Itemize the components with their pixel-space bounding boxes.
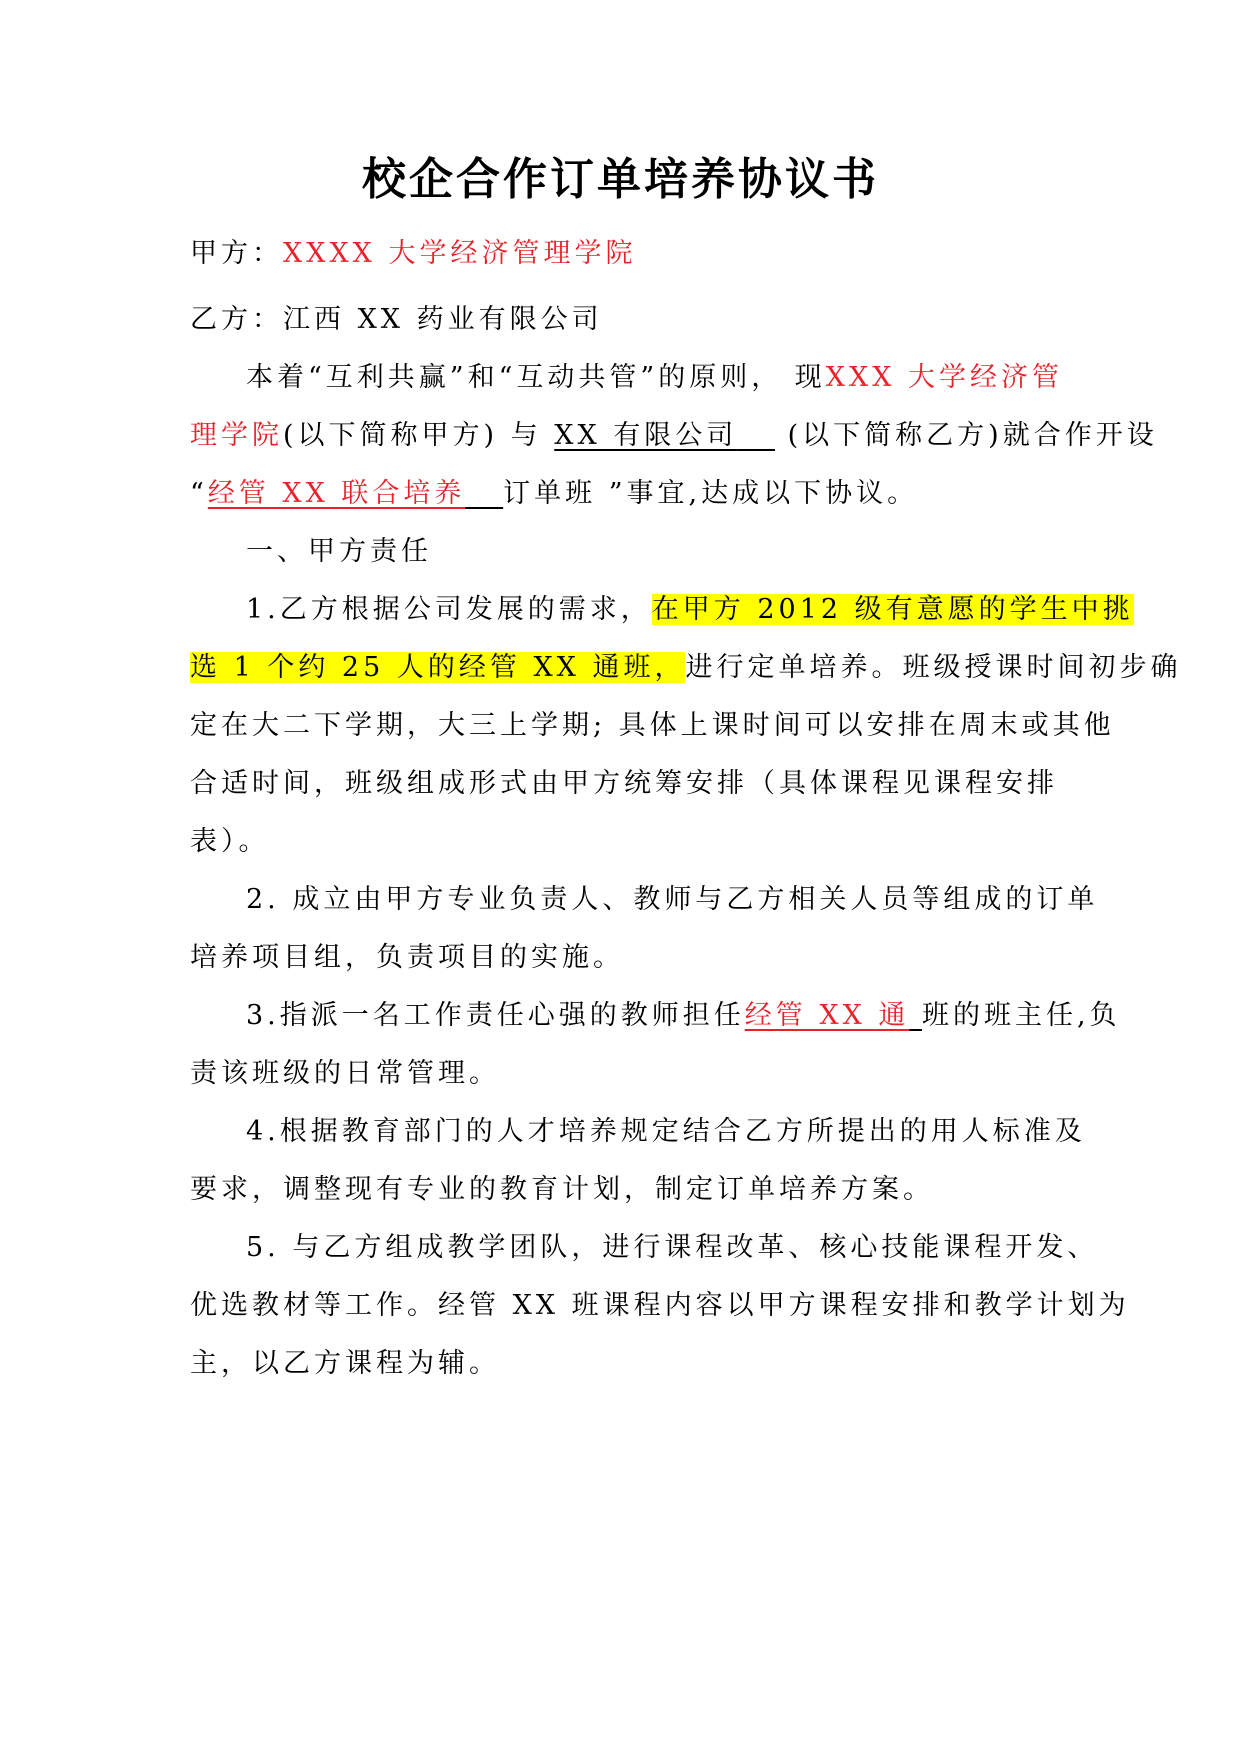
- item-1-line-3: 定在大二下学期，大三上学期; 具体上课时间可以安排在周末或其他: [190, 710, 1115, 741]
- intro-text: “: [190, 478, 208, 509]
- item-3-line-2: 责该班级的日常管理。: [190, 1058, 500, 1089]
- item-5-line-1: 5. 与乙方组成教学团队，进行课程改革、核心技能课程开发、: [246, 1232, 1099, 1263]
- blank-underline: [737, 420, 775, 451]
- intro-line-2: [190, 416, 1158, 456]
- party-b-label: 乙方：: [190, 304, 283, 335]
- item-text: 1.乙方根据公司发展的需求，: [246, 594, 652, 625]
- intro-text: 本着“互利共赢”和“互动共管”的原则， 现: [246, 362, 826, 393]
- party-b-line: [190, 300, 1070, 340]
- item-2-line-2: 培养项目组，负责项目的实施。: [190, 942, 624, 973]
- highlighted-text: 选 1 个约 25 人的经管 XX 通班，: [190, 652, 686, 683]
- intro-party-a-name: XXX 大学经济管: [825, 362, 1064, 393]
- intro-party-b-name: XX 有限公司: [554, 420, 738, 451]
- intro-text: 订单班 ”事宜,达成以下协议。: [503, 478, 919, 509]
- intro-text: (以下简称甲方) 与: [283, 420, 542, 451]
- party-a-label: 甲方：: [190, 238, 283, 269]
- item-text: 3.指派一名工作责任心强的教师担任: [246, 1000, 745, 1031]
- item-4-line-2: 要求，调整现有专业的教育计划，制定订单培养方案。: [190, 1174, 934, 1205]
- party-a-name: XXXX 大学经济管理学院: [283, 238, 637, 269]
- item-text: 进行定单培养。班级授课时间初步确: [685, 652, 1182, 683]
- highlighted-text: 在甲方 2012 级有意愿的学生中挑: [651, 594, 1134, 625]
- intro-line-3: [190, 474, 1070, 514]
- intro-line-1: [246, 358, 1070, 398]
- item-5-line-3: 主，以乙方课程为辅。: [190, 1348, 500, 1379]
- intro-party-a-name-cont: 理学院: [190, 420, 283, 451]
- party-b-name: 江西 XX 药业有限公司: [283, 304, 603, 335]
- document-title: 校企合作订单培养协议书: [362, 154, 879, 205]
- item-2-line-1: 2. 成立由甲方专业负责人、教师与乙方相关人员等组成的订单: [246, 884, 1099, 915]
- item-1-line-5: 表）。: [190, 826, 270, 857]
- class-teacher-blank: 经管 XX 通: [744, 1000, 910, 1031]
- blank-underline: [909, 1000, 922, 1031]
- item-1-line-2: [190, 648, 1182, 688]
- party-a-line: [190, 234, 1070, 274]
- item-text: 班的班主任,负: [921, 1000, 1121, 1031]
- intro-text: (以下简称乙方)就合作开设: [787, 420, 1158, 451]
- item-1-line-1: [246, 590, 1134, 630]
- item-4-line-1: 4.根据教育部门的人才培养规定结合乙方所提出的用人标准及: [246, 1116, 1086, 1147]
- item-1-line-4: 合适时间，班级组成形式由甲方统筹安排（具体课程见课程安排: [190, 768, 1058, 799]
- item-5-line-2: 优选教材等工作。经管 XX 班课程内容以甲方课程安排和教学计划为: [190, 1290, 1130, 1321]
- blank-underline: [465, 478, 503, 509]
- item-3-line-1: [246, 996, 1121, 1036]
- section-heading: 一、甲方责任: [246, 536, 432, 567]
- class-name-blank: 经管 XX 联合培养: [207, 478, 466, 509]
